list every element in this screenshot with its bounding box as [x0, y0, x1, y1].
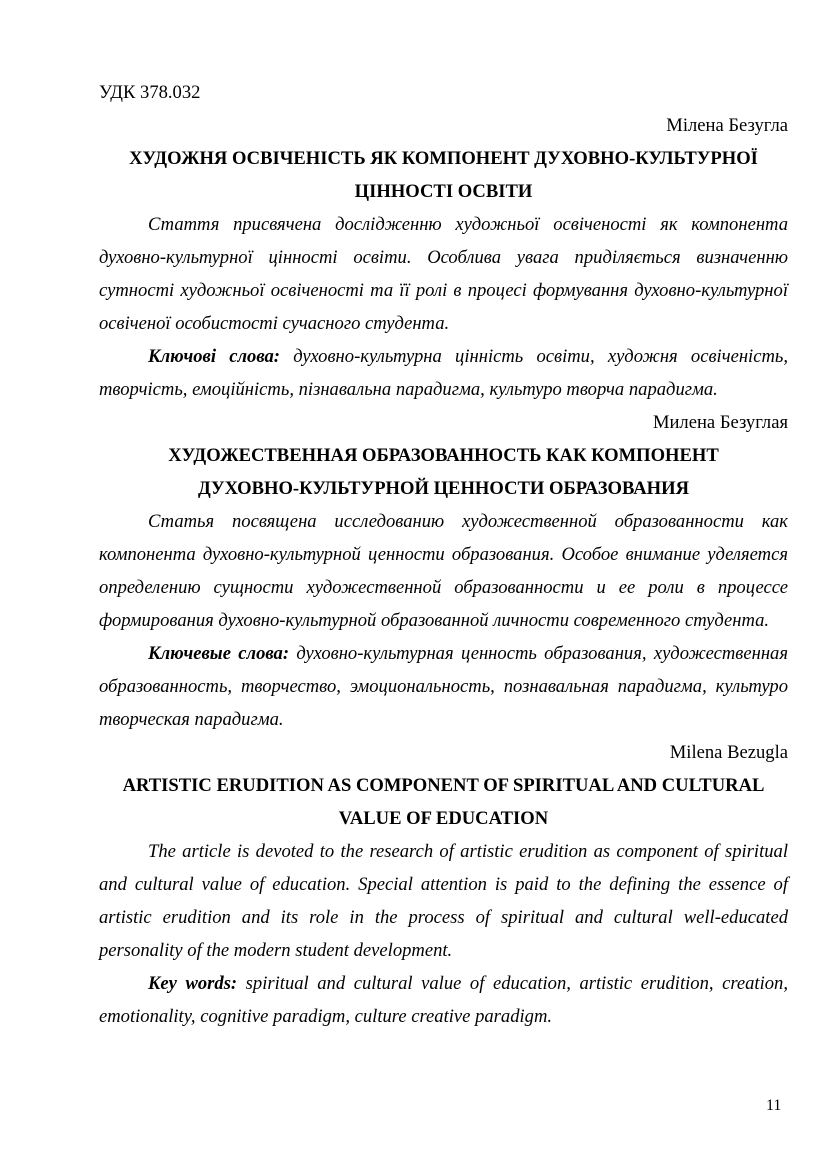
article-title-line-1: ХУДОЖЕСТВЕННАЯ ОБРАЗОВАННОСТЬ КАК КОМПОНЕНТ	[168, 445, 719, 466]
abstract-text: Стаття присвячена дослідженню художньої освіченості як компонента духовно-культурної цінності освіти. Особлива увага приділяється визначенню сутності художньої освіченості та її ролі в процесі формування духовно-культурної освіченої особистості сучасного студента.	[99, 214, 788, 334]
section-english	[99, 736, 788, 1033]
page-number: 11	[766, 1097, 782, 1114]
keywords-label: Ключові слова:	[148, 346, 280, 367]
section-russian	[99, 406, 788, 736]
abstract-text: The article is devoted to the research of artistic erudition as component of spiritual and cultural value of education. Special attention is paid to the defining the essence of artistic erudition and its role in the process of spiritual and cultural well-educated personality of the modern student development.	[99, 841, 788, 961]
keywords-paragraph	[99, 340, 788, 406]
author-name: Milena Bezugla	[669, 742, 788, 763]
abstract-text: Статья посвящена исследованию художественной образованности как компонента духовно-культурной ценности образования. Особое внимание уделяется определению сущности художественной образованности и ее роли в процессе формирования духовно-культурной образованной личности современного студента.	[99, 511, 788, 631]
document-page	[99, 76, 788, 1033]
author-name: Мілена Безугла	[666, 115, 788, 136]
author-name: Милена Безуглая	[652, 412, 788, 433]
udk-code: УДК 378.032	[99, 82, 201, 103]
keywords-text: духовно-культурная ценность образования, художественная образованность, творчество, эмоциональность, познавальная парадигма, культуро творческая парадигма.	[99, 643, 788, 730]
article-title-line-2: ДУХОВНО-КУЛЬТУРНОЙ ЦЕННОСТИ ОБРАЗОВАНИЯ	[197, 478, 690, 499]
keywords-label: Key words:	[148, 973, 238, 994]
keywords-paragraph	[99, 637, 788, 736]
article-title-line-2: VALUE OF EDUCATION	[338, 808, 549, 829]
section-ukrainian	[99, 109, 788, 406]
keywords-label: Ключевые слова:	[148, 643, 290, 664]
article-title-line-2: ЦІННОСТІ ОСВІТИ	[354, 181, 533, 202]
article-title-line-1: ХУДОЖНЯ ОСВІЧЕНІСТЬ ЯК КОМПОНЕНТ ДУХОВНО-КУЛЬТУРНОЇ	[129, 148, 758, 169]
keywords-text: духовно-культурна цінність освіти, художня освіченість, творчість, емоційність, пізнавальна парадигма, культуро творча парадигма.	[99, 346, 789, 400]
keywords-text: spiritual and cultural value of education, artistic erudition, creation, emotionality, cognitive paradigm, culture creative paradigm.	[99, 973, 788, 1027]
keywords-paragraph	[99, 967, 788, 1033]
article-title-line-1: ARTISTIC ERUDITION AS COMPONENT OF SPIRITUAL AND CULTURAL	[122, 775, 765, 796]
